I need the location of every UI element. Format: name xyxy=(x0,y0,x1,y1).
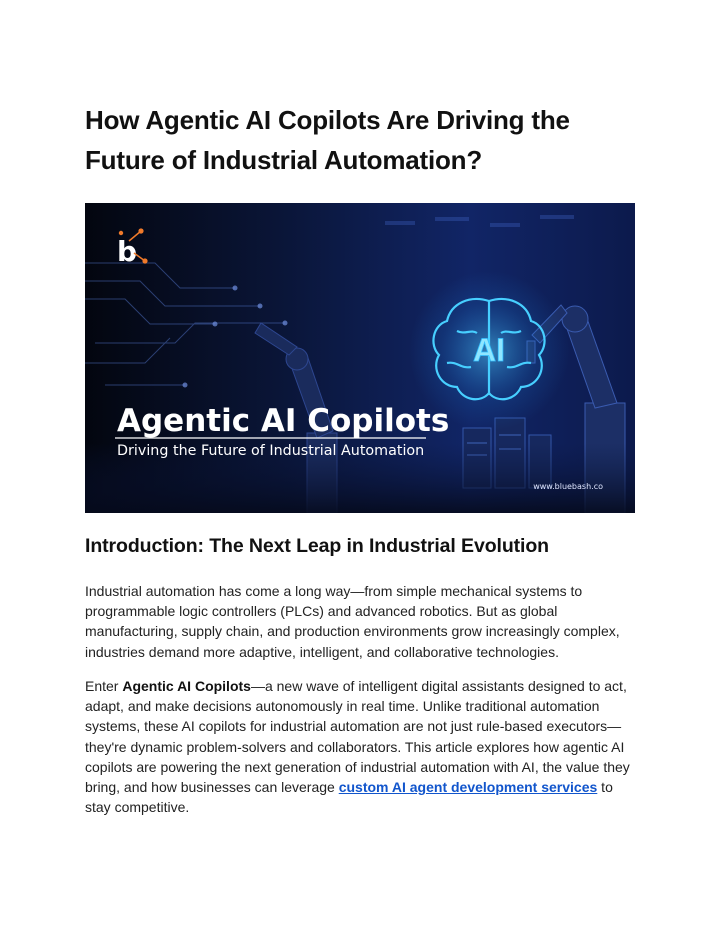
intro-paragraph-1: Industrial automation has come a long way—from simple mechanical systems to programmable logic controllers (PLCs) and advanced robotics. But as global manufacturing, supply chain, and production environments grow increasingly complex, industries demand more adaptive, intelligent, and collaborative technologies. xyxy=(85,583,620,660)
article-title xyxy=(85,100,645,180)
hero-image xyxy=(85,203,635,513)
intro-paragraph-2 xyxy=(85,676,635,817)
custom-ai-agent-development-link[interactable]: custom AI agent development services xyxy=(338,779,598,796)
para2-body-text: —a new wave of intelligent digital assistants designed to act, adapt, and make decisions autonomously in real time. Unlike traditional automation systems, these AI copilots for industrial automation are not just rule-based executors—they're dynamic problem-solvers and collaborators. This article explores how agentic AI copilots are powering the next generation of industrial automation with AI, the value they bring, and how businesses can leverage xyxy=(85,678,630,796)
hero-subheadline: Driving the Future of Industrial Automation xyxy=(117,443,425,459)
ai-badge: AI xyxy=(473,332,505,368)
title-line-1: How Agentic AI Copilots Are Driving the xyxy=(85,105,570,135)
para2-lead-text: Enter xyxy=(85,678,123,694)
para2-closing-text: to stay competitive. xyxy=(85,779,613,816)
hero-headline: Agentic AI Copilots xyxy=(117,403,450,439)
svg-text:b: b xyxy=(117,235,138,268)
intro-heading: Introduction: The Next Leap in Industrial Evolution xyxy=(85,535,549,557)
para2-bold-term: Agentic AI Copilots xyxy=(122,678,251,694)
title-line-2: Future of Industrial Automation? xyxy=(85,145,483,175)
hero-watermark: www.bluebash.co xyxy=(533,482,603,491)
